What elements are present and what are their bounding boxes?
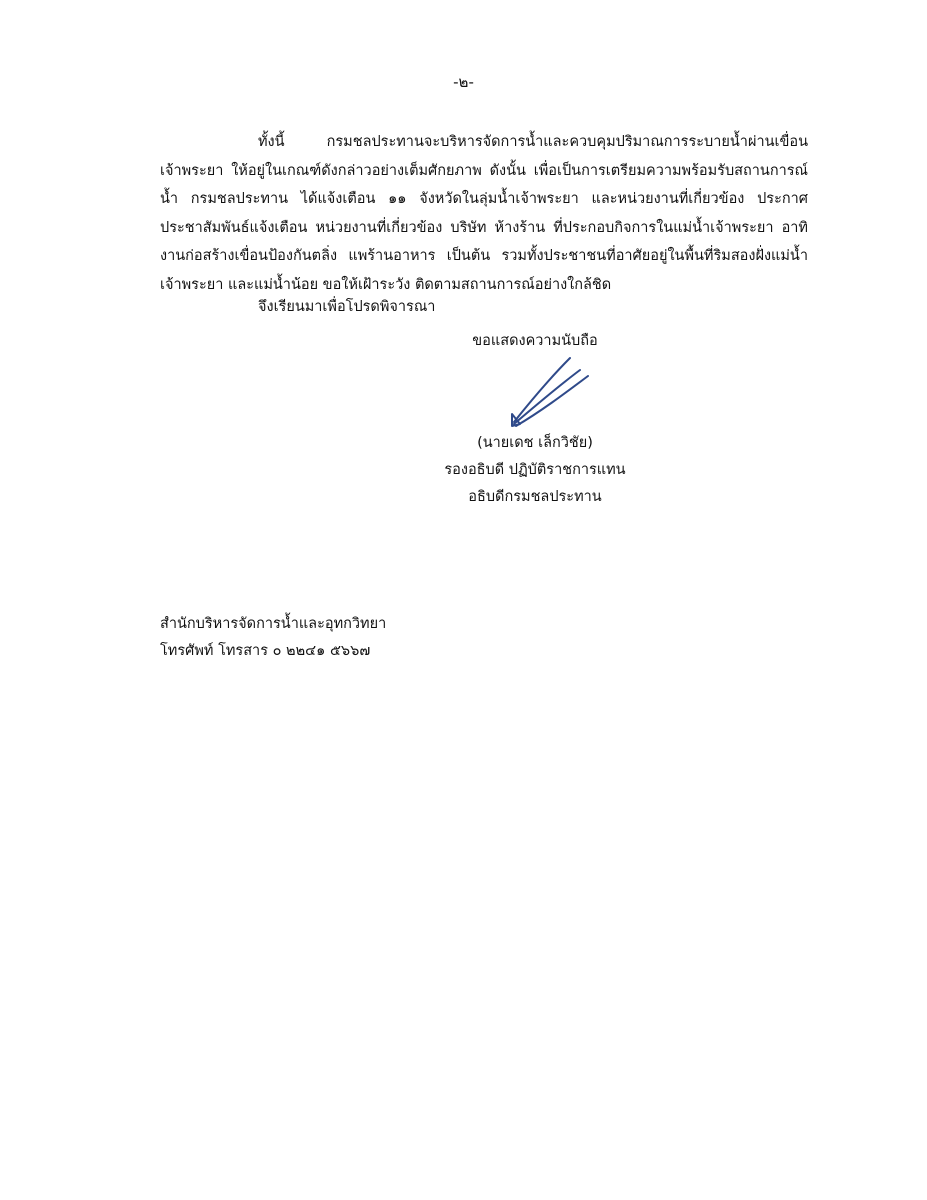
handwritten-signature xyxy=(500,352,600,430)
signatory-position-line1: รองอธิบดี ปฏิบัติราชการแทน xyxy=(444,462,626,478)
signatory-position-line2: อธิบดีกรมชลประทาน xyxy=(468,489,602,505)
footer-phone: โทรศัพท์ โทรสาร ๐ ๒๒๔๑ ๕๖๖๗ xyxy=(160,643,371,659)
body-paragraph: ทั้งนี้ กรมชลประทานจะบริหารจัดการน้ำและควบคุมปริมาณการระบายน้ำผ่านเขื่อนเจ้าพระยา ให้อยู่ในเกณฑ์ดังกล่าวอย่างเต็มศักยภาพ ดังนั้น เพื่อเป็นการเตรียมความพร้อมรับสถานการณ์น้ำ กรมชลประทาน ได้แจ้งเตือน ๑๑ จังหวัดในลุ่มน้ำเจ้าพระยา และหน่วยงานที่เกี่ยวข้อง ประกาศประชาสัมพันธ์แจ้งเตือน หน่วยงานที่เกี่ยวข้อง บริษัท ห้างร้าน ที่ประกอบกิจการในแม่น้ำเจ้าพระยา อาทิ งานก่อสร้างเขื่อนป้องกันตลิ่ง แพร้านอาหาร เป็นต้น รวมทั้งประชาชนที่อาศัยอยู่ในพื้นที่ริมสองฝั่งแม่น้ำเจ้าพระยา และแม่น้ำน้อย ขอให้เฝ้าระวัง ติดตามสถานการณ์อย่างใกล้ชิด xyxy=(160,134,808,293)
signature-salutation: ขอแสดงความนับถือ xyxy=(472,333,598,349)
page-number: -๒- xyxy=(453,73,474,91)
footer-office: สำนักบริหารจัดการน้ำและอุทกวิทยา xyxy=(160,616,387,632)
signatory-name: (นายเดช เล็กวิชัย) xyxy=(477,435,593,451)
closing-line: จึงเรียนมาเพื่อโปรดพิจารณา xyxy=(258,299,436,315)
